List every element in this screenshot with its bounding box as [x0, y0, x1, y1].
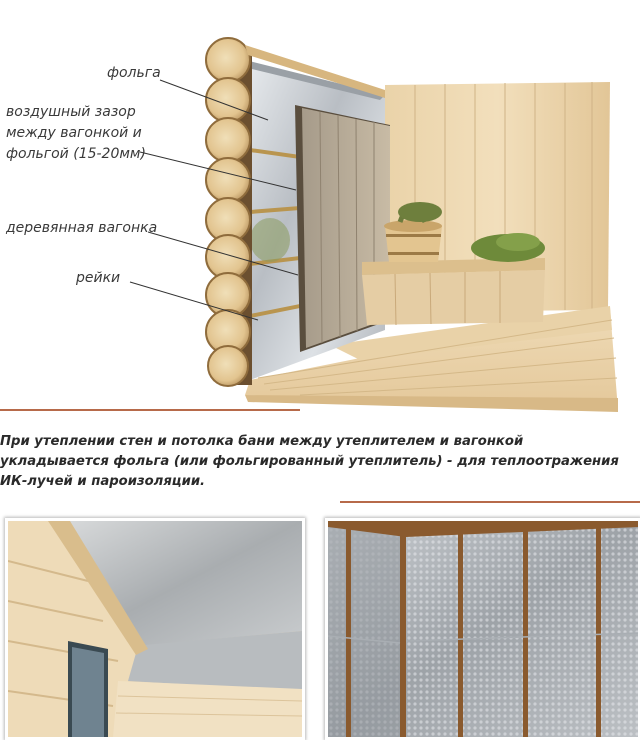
label-battens: рейки [76, 270, 121, 286]
reflection [250, 218, 290, 262]
caption-line-2: укладывается фольга (или фольгированный утеплитель) - для теплоотражения [0, 454, 619, 469]
log-end-icon [208, 346, 248, 386]
divider-bottom [340, 501, 640, 503]
photo-foil-walls-image [328, 521, 638, 737]
divider-top [0, 409, 300, 411]
label-foil: фольга [107, 65, 161, 81]
bench [362, 258, 545, 325]
photo-foil-ceiling-image [8, 521, 302, 737]
log-end-icon [206, 38, 250, 82]
photo-foil-ceiling [5, 518, 305, 740]
label-air-gap [6, 102, 146, 165]
log-end-icon [206, 158, 250, 202]
caption-line-3: ИК-лучей и пароизоляции. [0, 474, 206, 489]
log-end-icon [206, 118, 250, 162]
photo-foil-walls [325, 518, 640, 740]
caption-line-1: При утеплении стен и потолка бани между утеплителем и вагонкой [0, 434, 524, 449]
label-wood-lining: деревянная вагонка [6, 220, 158, 236]
label-air-gap-line-2: между вагонкой и [6, 125, 142, 141]
caption-text [0, 432, 640, 492]
label-air-gap-line-3: фольгой (15-20мм) [6, 146, 146, 162]
label-air-gap-line-1: воздушный зазор [6, 104, 136, 120]
